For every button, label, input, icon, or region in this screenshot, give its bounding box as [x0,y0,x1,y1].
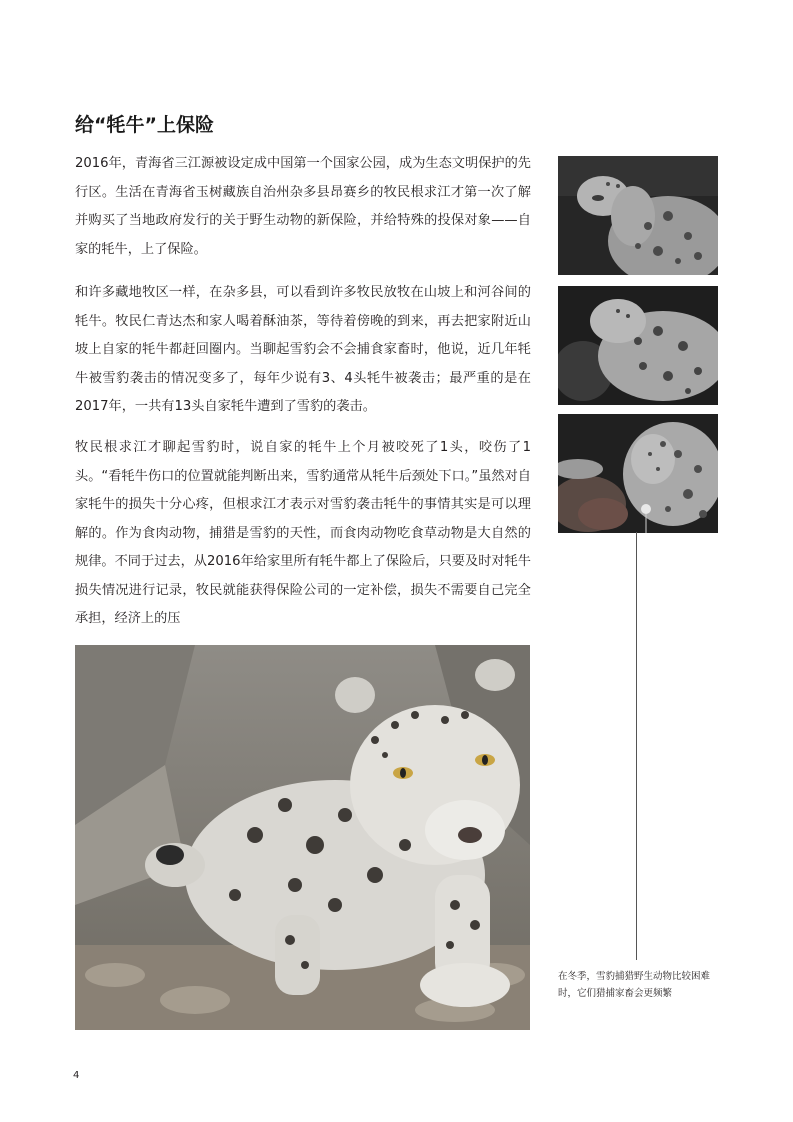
snow-leopard-main-photo [75,645,530,1030]
snow-leopard-daylight-image [75,645,530,1030]
snow-leopard-with-carcass-image [558,414,718,533]
camera-trap-photo-2 [558,286,718,405]
caption-leader-line [636,532,637,960]
article-paragraph-2: 和许多藏地牧区一样，在杂多县，可以看到许多牧民放牧在山坡上和河谷间的牦牛。牧民仁青达杰和家人喝着酥油茶，等待着傍晚的到来，再去把家附近山坡上自家的牦牛都赶回圈内。当聊起雪豹会不会捕食家畜时，他说，近几年牦牛被雪豹袭击的情况变多了，每年少说有3、4头牦牛被袭击；最严重的是在2017年，一共有13头自家牦牛遭到了雪豹的袭击。 [75,285,531,414]
camera-trap-photo-1 [558,156,718,275]
article-paragraph-1: 2016年，青海省三江源被设定成中国第一个国家公园，成为生态文明保护的先行区。生活在青海省玉树藏族自治州杂多县昂赛乡的牧民根求江才第一次了解并购买了当地政府发行的关于野生动物的新保险，并给特殊的投保对象——自家的牦牛，上了保险。 [75,156,531,257]
snow-leopard-night-image-2 [558,286,718,405]
photo-caption: 在冬季，雪豹捕猎野生动物比较困难时，它们猎捕家畜会更频繁 [558,971,711,999]
camera-trap-photo-3 [558,414,718,533]
article-paragraph-3: 牧民根求江才聊起雪豹时，说自家的牦牛上个月被咬死了1头，咬伤了1头。“看牦牛伤口的位置就能判断出来，雪豹通常从牦牛后颈处下口。”虽然对自家牦牛的损失十分心疼，但根求江才表示对雪豹袭击牦牛的事情其实是可以理解的。作为食肉动物，捕猎是雪豹的天性，而食肉动物吃食草动物是大自然的规律。不同于过去，从2016年给家里所有牦牛都上了保险后，只要及时对牦牛损失情况进行记录，牧民就能获得保险公司的一定补偿，损失不需要自己完全承担，经济上的压 [75,440,531,626]
article-title: 给“牦牛”上保险 [75,114,214,136]
snow-leopard-night-image-1 [558,156,718,275]
page-number: 4 [73,1070,80,1081]
